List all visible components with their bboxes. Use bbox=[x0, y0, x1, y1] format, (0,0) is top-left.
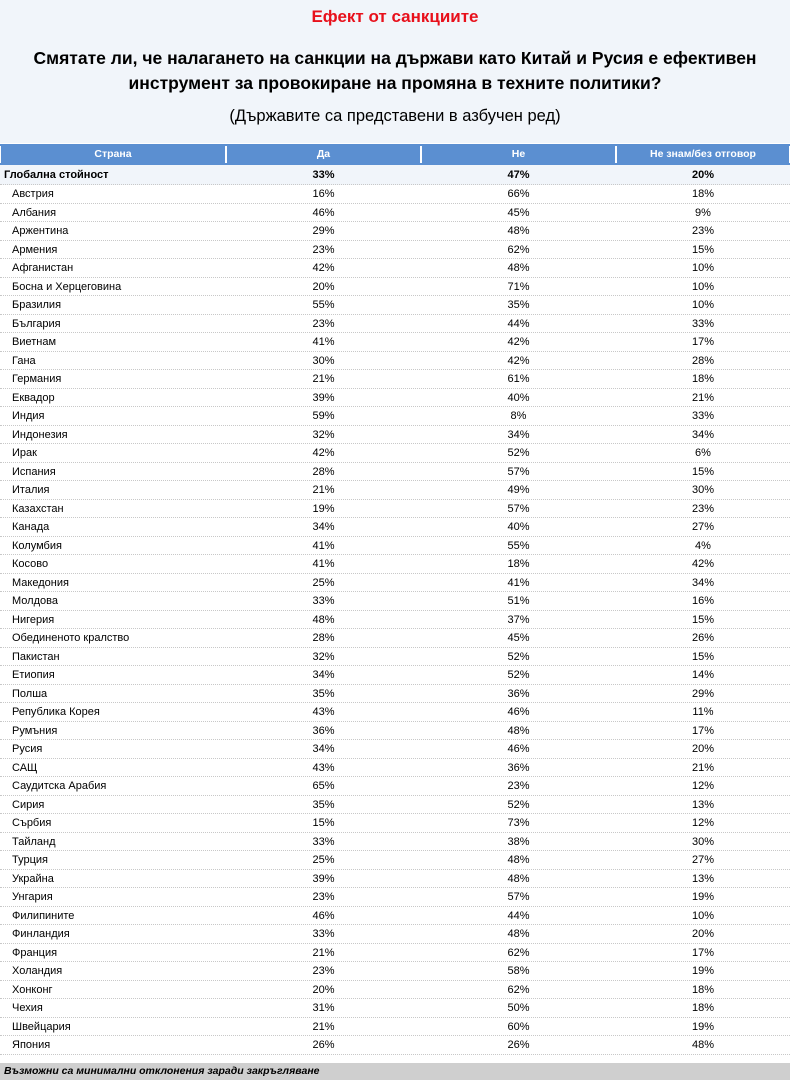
dont-know-cell: 4% bbox=[695, 539, 711, 552]
country-cell: САЩ bbox=[12, 761, 38, 774]
table-row bbox=[0, 685, 790, 704]
yes-cell: 48% bbox=[312, 613, 335, 626]
no-cell: 48% bbox=[507, 854, 530, 866]
header-country: Страна bbox=[0, 146, 226, 163]
results-table bbox=[0, 144, 790, 1055]
country-cell: Испания bbox=[12, 465, 56, 478]
no-cell: 45% bbox=[507, 206, 530, 219]
country-cell: Сърбия bbox=[12, 817, 52, 829]
dont-know-cell: 17% bbox=[691, 724, 715, 737]
no-cell: 48% bbox=[507, 872, 530, 885]
dont-know-cell: 9% bbox=[695, 206, 711, 219]
country-cell: Полша bbox=[12, 687, 48, 700]
table-row bbox=[0, 851, 790, 870]
yes-cell: 15% bbox=[312, 817, 335, 829]
no-cell: 36% bbox=[507, 687, 530, 700]
no-cell: 48% bbox=[507, 262, 530, 274]
dont-know-cell: 30% bbox=[691, 835, 715, 848]
table-row bbox=[0, 666, 790, 685]
yes-cell: 42% bbox=[312, 447, 335, 459]
country-cell: Бразилия bbox=[12, 299, 62, 311]
dont-know-cell: 19% bbox=[691, 965, 715, 977]
dont-know-cell: 21% bbox=[691, 761, 715, 774]
dont-know-cell: 26% bbox=[691, 632, 715, 644]
yes-cell: 26% bbox=[312, 1039, 335, 1051]
country-cell: Германия bbox=[12, 373, 62, 385]
country-cell: Италия bbox=[12, 484, 50, 496]
table-row bbox=[0, 648, 790, 667]
dont-know-cell: 10% bbox=[691, 299, 715, 311]
table-row bbox=[0, 537, 790, 556]
no-cell: 41% bbox=[507, 576, 530, 589]
table-row bbox=[0, 1036, 790, 1055]
country-cell: Сирия bbox=[12, 798, 45, 811]
yes-cell: 25% bbox=[312, 576, 335, 589]
no-cell: 44% bbox=[507, 909, 530, 922]
yes-cell: 29% bbox=[312, 225, 335, 237]
yes-cell: 28% bbox=[312, 465, 335, 478]
header-no: Не bbox=[421, 146, 616, 163]
country-cell: Канада bbox=[12, 521, 50, 533]
dont-know-cell: 34% bbox=[691, 428, 715, 441]
dont-know-cell: 12% bbox=[691, 780, 715, 792]
yes-cell: 41% bbox=[312, 539, 335, 552]
country-cell: Финландия bbox=[12, 928, 70, 940]
dont-know-cell: 6% bbox=[695, 447, 711, 459]
dont-know-cell: 13% bbox=[691, 872, 715, 885]
table-body bbox=[0, 185, 790, 1055]
table-row bbox=[0, 463, 790, 482]
country-cell: Холандия bbox=[12, 965, 63, 977]
yes-cell: 43% bbox=[312, 706, 335, 718]
table-row bbox=[0, 370, 790, 389]
country-cell: Турция bbox=[12, 854, 48, 866]
yes-cell: 42% bbox=[312, 262, 335, 274]
country-cell: Индия bbox=[12, 410, 45, 422]
dont-know-cell: 33% bbox=[691, 317, 715, 330]
dont-know-cell: 30% bbox=[691, 484, 715, 496]
country-cell: Армения bbox=[12, 243, 58, 256]
no-cell: 35% bbox=[507, 299, 530, 311]
yes-cell: 34% bbox=[312, 521, 335, 533]
table-row bbox=[0, 888, 790, 907]
yes-cell: 30% bbox=[312, 354, 335, 367]
country-cell: Казахстан bbox=[12, 502, 64, 515]
dont-know-cell: 27% bbox=[691, 854, 715, 866]
no-cell: 73% bbox=[507, 817, 530, 829]
dont-know-cell: 29% bbox=[691, 687, 715, 700]
no-cell: 48% bbox=[507, 225, 530, 237]
no-cell: 45% bbox=[507, 632, 530, 644]
country-cell: Саудитска Арабия bbox=[12, 780, 107, 792]
dont-know-cell: 23% bbox=[691, 225, 715, 237]
global-dont-know: 20% bbox=[691, 169, 715, 181]
yes-cell: 41% bbox=[312, 336, 335, 348]
no-cell: 61% bbox=[507, 373, 530, 385]
table-row bbox=[0, 962, 790, 981]
yes-cell: 21% bbox=[312, 373, 335, 385]
yes-cell: 33% bbox=[312, 835, 335, 848]
yes-cell: 36% bbox=[312, 724, 335, 737]
country-cell: Чехия bbox=[12, 1002, 43, 1014]
yes-cell: 35% bbox=[312, 687, 335, 700]
country-cell: България bbox=[12, 317, 61, 330]
no-cell: 62% bbox=[507, 946, 530, 959]
dont-know-cell: 21% bbox=[691, 391, 715, 404]
dont-know-cell: 14% bbox=[691, 669, 715, 681]
table-row bbox=[0, 833, 790, 852]
no-cell: 55% bbox=[507, 539, 530, 552]
no-cell: 46% bbox=[507, 706, 530, 718]
dont-know-cell: 48% bbox=[691, 1039, 715, 1051]
table-row bbox=[0, 999, 790, 1018]
dont-know-cell: 12% bbox=[691, 817, 715, 829]
no-cell: 62% bbox=[507, 243, 530, 256]
country-cell: Еквадор bbox=[12, 391, 55, 404]
table-row bbox=[0, 333, 790, 352]
country-cell: Франция bbox=[12, 946, 58, 959]
dont-know-cell: 15% bbox=[691, 650, 715, 663]
table-row bbox=[0, 222, 790, 241]
country-cell: Русия bbox=[12, 743, 43, 755]
yes-cell: 19% bbox=[312, 502, 335, 515]
no-cell: 26% bbox=[507, 1039, 530, 1051]
table-row bbox=[0, 796, 790, 815]
country-cell: Индонезия bbox=[12, 428, 68, 441]
dont-know-cell: 18% bbox=[691, 983, 715, 996]
no-cell: 50% bbox=[507, 1002, 530, 1014]
yes-cell: 34% bbox=[312, 743, 335, 755]
dont-know-cell: 10% bbox=[691, 280, 715, 293]
yes-cell: 32% bbox=[312, 428, 335, 441]
country-cell: Виетнам bbox=[12, 336, 57, 348]
country-cell: Украйна bbox=[12, 872, 54, 885]
country-cell: Япония bbox=[12, 1039, 51, 1051]
yes-cell: 23% bbox=[312, 317, 335, 330]
yes-cell: 21% bbox=[312, 484, 335, 496]
country-cell: Унгария bbox=[12, 891, 53, 903]
yes-cell: 21% bbox=[312, 1020, 335, 1033]
table-row bbox=[0, 629, 790, 648]
yes-cell: 28% bbox=[312, 632, 335, 644]
no-cell: 57% bbox=[507, 502, 530, 515]
country-cell: Австрия bbox=[12, 188, 54, 200]
dont-know-cell: 15% bbox=[691, 243, 715, 256]
no-cell: 8% bbox=[510, 410, 527, 422]
country-cell: Афганистан bbox=[12, 262, 74, 274]
no-cell: 52% bbox=[507, 798, 530, 811]
table-row bbox=[0, 518, 790, 537]
yes-cell: 23% bbox=[312, 965, 335, 977]
dont-know-cell: 19% bbox=[691, 1020, 715, 1033]
country-cell: Тайланд bbox=[12, 835, 56, 848]
dont-know-cell: 15% bbox=[691, 613, 715, 626]
table-row bbox=[0, 389, 790, 408]
table-row bbox=[0, 407, 790, 426]
no-cell: 57% bbox=[507, 465, 530, 478]
no-cell: 37% bbox=[507, 613, 530, 626]
no-cell: 23% bbox=[507, 780, 530, 792]
no-cell: 42% bbox=[507, 336, 530, 348]
table-row bbox=[0, 722, 790, 741]
rounding-footnote: Възможни са минимални отклонения заради закръгляване bbox=[0, 1063, 790, 1080]
dont-know-cell: 11% bbox=[692, 706, 714, 718]
dont-know-cell: 33% bbox=[691, 410, 715, 422]
no-cell: 52% bbox=[507, 650, 530, 663]
table-row bbox=[0, 185, 790, 204]
no-cell: 48% bbox=[507, 928, 530, 940]
yes-cell: 39% bbox=[312, 391, 335, 404]
table-row bbox=[0, 426, 790, 445]
yes-cell: 33% bbox=[312, 595, 335, 607]
country-cell: Албания bbox=[12, 206, 57, 219]
dont-know-cell: 18% bbox=[691, 1002, 715, 1014]
dont-know-cell: 10% bbox=[691, 262, 715, 274]
table-row bbox=[0, 500, 790, 519]
dont-know-cell: 28% bbox=[691, 354, 715, 367]
dont-know-cell: 13% bbox=[691, 798, 715, 811]
yes-cell: 25% bbox=[312, 854, 335, 866]
country-cell: Гана bbox=[12, 354, 36, 367]
table-row bbox=[0, 555, 790, 574]
table-row bbox=[0, 278, 790, 297]
global-row bbox=[0, 165, 790, 185]
no-cell: 49% bbox=[507, 484, 530, 496]
yes-cell: 32% bbox=[312, 650, 335, 663]
country-cell: Етиопия bbox=[12, 669, 55, 681]
yes-cell: 46% bbox=[312, 206, 335, 219]
yes-cell: 21% bbox=[312, 946, 335, 959]
country-cell: Македония bbox=[12, 576, 69, 589]
no-cell: 66% bbox=[507, 188, 530, 200]
no-cell: 38% bbox=[507, 835, 530, 848]
table-row bbox=[0, 870, 790, 889]
country-cell: Обединеното кралство bbox=[12, 632, 130, 644]
no-cell: 71% bbox=[507, 280, 530, 293]
country-cell: Молдова bbox=[12, 595, 58, 607]
header bbox=[0, 0, 790, 143]
yes-cell: 33% bbox=[312, 928, 335, 940]
yes-cell: 65% bbox=[312, 780, 335, 792]
yes-cell: 46% bbox=[312, 909, 335, 922]
no-cell: 36% bbox=[507, 761, 530, 774]
table-row bbox=[0, 740, 790, 759]
no-cell: 58% bbox=[507, 965, 530, 977]
country-cell: Румъния bbox=[12, 724, 58, 737]
country-cell: Босна и Херцеговина bbox=[12, 280, 122, 293]
country-cell: Филипините bbox=[12, 909, 75, 922]
global-yes: 33% bbox=[312, 169, 335, 181]
no-cell: 18% bbox=[507, 558, 530, 570]
yes-cell: 39% bbox=[312, 872, 335, 885]
yes-cell: 23% bbox=[312, 891, 335, 903]
dont-know-cell: 18% bbox=[691, 188, 715, 200]
dont-know-cell: 17% bbox=[691, 946, 715, 959]
dont-know-cell: 18% bbox=[691, 373, 715, 385]
table-row bbox=[0, 204, 790, 223]
table-row bbox=[0, 481, 790, 500]
table-row bbox=[0, 907, 790, 926]
no-cell: 40% bbox=[507, 521, 530, 533]
dont-know-cell: 19% bbox=[691, 891, 715, 903]
no-cell: 34% bbox=[507, 428, 530, 441]
dont-know-cell: 34% bbox=[691, 576, 715, 589]
table-row bbox=[0, 611, 790, 630]
ordering-note: (Държавите са представени в азбучен ред) bbox=[229, 107, 561, 125]
table-row bbox=[0, 574, 790, 593]
country-cell: Колумбия bbox=[12, 539, 62, 552]
table-row bbox=[0, 944, 790, 963]
country-cell: Ирак bbox=[12, 447, 37, 459]
table-row bbox=[0, 925, 790, 944]
no-cell: 46% bbox=[507, 743, 530, 755]
no-cell: 62% bbox=[507, 983, 530, 996]
table-row bbox=[0, 759, 790, 778]
country-cell: Косово bbox=[12, 558, 49, 570]
table-header bbox=[0, 144, 790, 165]
dont-know-cell: 15% bbox=[691, 465, 715, 478]
yes-cell: 35% bbox=[312, 798, 335, 811]
table-row bbox=[0, 352, 790, 371]
table-row bbox=[0, 981, 790, 1000]
yes-cell: 20% bbox=[312, 280, 335, 293]
yes-cell: 59% bbox=[312, 410, 335, 422]
table-row bbox=[0, 814, 790, 833]
country-cell: Хонконг bbox=[12, 983, 53, 996]
country-cell: Нигерия bbox=[12, 613, 55, 626]
yes-cell: 23% bbox=[312, 243, 335, 256]
yes-cell: 16% bbox=[312, 188, 335, 200]
survey-question: Смятате ли, че налагането на санкции на държави като Китай и Русия е ефективен инструмент за провокиране на промяна в техните политики? bbox=[33, 48, 757, 93]
global-label: Глобална стойност bbox=[4, 169, 109, 181]
no-cell: 42% bbox=[507, 354, 530, 367]
yes-cell: 55% bbox=[312, 299, 335, 311]
yes-cell: 34% bbox=[312, 669, 335, 681]
yes-cell: 31% bbox=[312, 1002, 335, 1014]
country-cell: Пакистан bbox=[12, 650, 60, 663]
header-dont-know: Не знам/без отговор bbox=[616, 146, 790, 163]
table-row bbox=[0, 777, 790, 796]
country-cell: Швейцария bbox=[12, 1020, 71, 1033]
dont-know-cell: 16% bbox=[691, 595, 715, 607]
dont-know-cell: 17% bbox=[691, 336, 715, 348]
no-cell: 60% bbox=[507, 1020, 530, 1033]
table-row bbox=[0, 296, 790, 315]
dont-know-cell: 10% bbox=[691, 909, 715, 922]
page-title: Ефект от санкциите bbox=[311, 7, 479, 26]
table-row bbox=[0, 241, 790, 260]
header-yes: Да bbox=[226, 146, 421, 163]
dont-know-cell: 42% bbox=[691, 558, 715, 570]
no-cell: 44% bbox=[507, 317, 530, 330]
country-cell: Аржентина bbox=[12, 225, 69, 237]
no-cell: 40% bbox=[507, 391, 530, 404]
yes-cell: 43% bbox=[312, 761, 335, 774]
no-cell: 48% bbox=[507, 724, 530, 737]
dont-know-cell: 20% bbox=[691, 743, 715, 755]
table-row bbox=[0, 1018, 790, 1037]
country-cell: Република Корея bbox=[12, 706, 100, 718]
table-row bbox=[0, 703, 790, 722]
table-row bbox=[0, 592, 790, 611]
no-cell: 52% bbox=[507, 447, 530, 459]
yes-cell: 20% bbox=[312, 983, 335, 996]
no-cell: 57% bbox=[507, 891, 530, 903]
dont-know-cell: 23% bbox=[691, 502, 715, 515]
table-row bbox=[0, 315, 790, 334]
global-no: 47% bbox=[507, 169, 530, 181]
table-row bbox=[0, 444, 790, 463]
no-cell: 52% bbox=[507, 669, 530, 681]
yes-cell: 41% bbox=[312, 558, 335, 570]
dont-know-cell: 27% bbox=[691, 521, 715, 533]
dont-know-cell: 20% bbox=[691, 928, 715, 940]
no-cell: 51% bbox=[507, 595, 530, 607]
table-row bbox=[0, 259, 790, 278]
